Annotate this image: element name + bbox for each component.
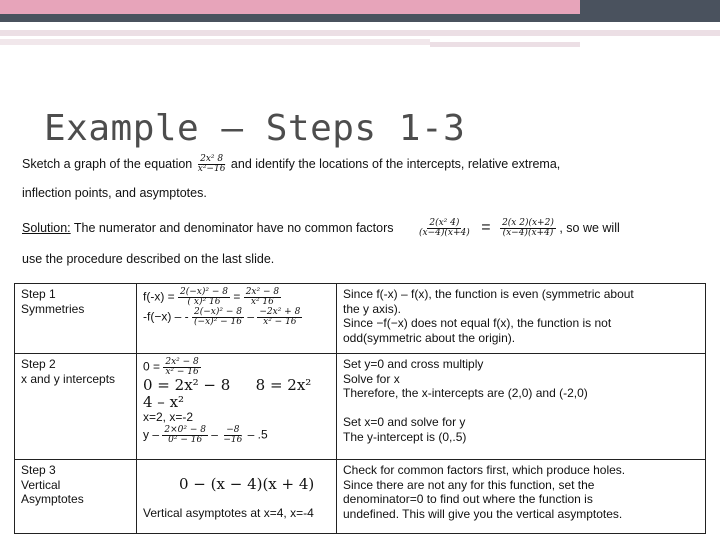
table-row [15,354,706,460]
step-explanation-cell [337,460,706,534]
eq-fraction [162,426,208,445]
solution-line-2: use the procedure described on the last slide. [22,252,275,266]
explanation-line: Solve for x [343,371,400,386]
solution-fraction-1 [417,219,472,238]
explanation-line: Since there are not any for this function, set the [343,477,595,492]
intercept-eq-4: x=2, x=-2 [143,410,194,424]
explanation-line: Since −f(−x) does not equal f(x), the function is not [343,316,612,330]
asymptote-note: Vertical asymptotes at x=4, x=-4 [143,505,314,520]
asymptote-equation: 0 − (x − 4)(x + 4) [179,475,315,493]
eq-prefix: 0 = [143,359,161,374]
explanation-line: Therefore, the x-intercepts are (2,0) and (-2,0) [343,386,588,400]
solution-f1-denominator: (x−4)(x+4) [419,228,470,239]
step-topic: Asymptotes [21,492,84,506]
step-name-cell [15,460,137,534]
problem-line-1 [22,155,560,174]
eq-prefix: -f(−x) – - [143,309,189,324]
eq-operator: = [233,289,241,304]
step-label: Step 2 [21,357,56,371]
table-row [15,284,706,354]
symmetry-eq-2 [143,308,330,327]
eq-numerator: 2(−x)² − 8 [180,287,228,297]
header-stripe [0,30,720,36]
problem-equation [196,155,228,174]
problem-suffix: and identify the locations of the intercepts, relative extrema, [230,156,561,171]
step-label: Step 1 [21,287,56,301]
steps-table [14,283,706,534]
intercept-eq-2 [143,378,330,394]
step-math-cell [137,460,337,534]
step-topic: x and y intercepts [21,371,116,386]
solution-f2-denominator: (x−4)(x+4) [502,228,554,239]
explanation-line: Check for common factors first, which produce holes. [343,463,626,477]
eq-expression: 8 = 2x² [255,376,312,394]
step-topic: Vertical [21,477,61,492]
solution-label: Solution: [22,221,71,235]
eq-operator: – [247,309,255,324]
eq-fraction [163,358,200,377]
step-math-cell [137,354,337,460]
eq-numerator: −2x² + 8 [259,307,301,317]
eq-fraction [221,426,244,445]
intercept-eq-1 [143,358,330,377]
eq-numerator: 2x² − 8 [165,357,199,367]
eq-denominator: 0² − 16 [168,434,203,445]
explanation-line: odd(symmetric about the origin). [343,330,516,345]
eq-numerator: 2×0² − 8 [164,424,206,435]
top-bar-pink [0,0,580,14]
eq-numerator: 2x² − 8 [245,287,280,297]
solution-f1-numerator: 2(x² 4) [429,218,460,229]
eq-fraction [178,288,230,307]
eq-numerator: −8 [226,424,240,435]
step-topic: Symmetries [21,301,85,316]
step-explanation-cell [337,284,706,354]
solution-equals: = [481,219,491,236]
step-math-cell [137,284,337,354]
problem-eq-denominator: x²−16 [197,164,226,174]
eq-fraction [244,288,281,307]
eq-numerator: 2(−x)² − 8 [194,307,242,317]
explanation-line: denominator=0 to find out where the function is [343,492,593,506]
problem-prefix: Sketch a graph of the equation [22,156,193,171]
intercept-eq-3: 4 – x² [143,392,185,411]
solution-tail: , so we will [559,221,620,235]
eq-prefix: f(-x) = [143,289,175,304]
table-row [15,460,706,534]
explanation-line: Set y=0 and cross multiply [343,357,484,371]
solution-f2-numerator: 2(x 2)(x+2) [502,218,554,229]
eq-operator: – [211,427,218,442]
solution-text: The numerator and denominator have no common factors [73,221,394,235]
explanation-line: undefined. This will give you the vertical asymptotes. [343,506,623,521]
solution-line-1 [22,219,620,238]
eq-denominator: −16 [223,434,243,445]
header-stripe [0,39,430,45]
explanation-line: The y-intercept is (0,.5) [343,429,467,444]
eq-denominator: (−x)² − 16 [194,317,242,327]
problem-line-2: inflection points, and asymptotes. [22,186,207,200]
eq-denominator: x² − 16 [165,367,199,377]
problem-eq-numerator: 2x² 8 [200,154,224,164]
eq-prefix: y – [143,427,160,442]
slide-title: Example – Steps 1-3 [44,108,466,149]
eq-denominator: x² 16 [250,297,274,307]
step-name-cell [15,354,137,460]
solution-fraction-2 [500,219,556,238]
eq-denominator: ( x)² 16 [187,297,221,307]
symmetry-eq-1 [143,288,330,307]
header-stripe [430,42,580,47]
step-label: Step 3 [21,463,56,477]
intercept-eq-5 [143,426,330,445]
explanation-line: Set x=0 and solve for y [343,415,466,429]
eq-fraction [192,308,244,327]
explanation-line: the y axis). [343,301,402,316]
eq-result: – .5 [247,427,268,442]
step-name-cell [15,284,137,354]
explanation-line: Since f(-x) – f(x), the function is even (symmetric about [343,287,634,301]
explanation-line [343,401,699,416]
eq-denominator: x² − 16 [263,317,297,327]
eq-fraction [257,308,302,327]
eq-expression: 0 = 2x² − 8 [143,376,231,394]
step-explanation-cell [337,354,706,460]
